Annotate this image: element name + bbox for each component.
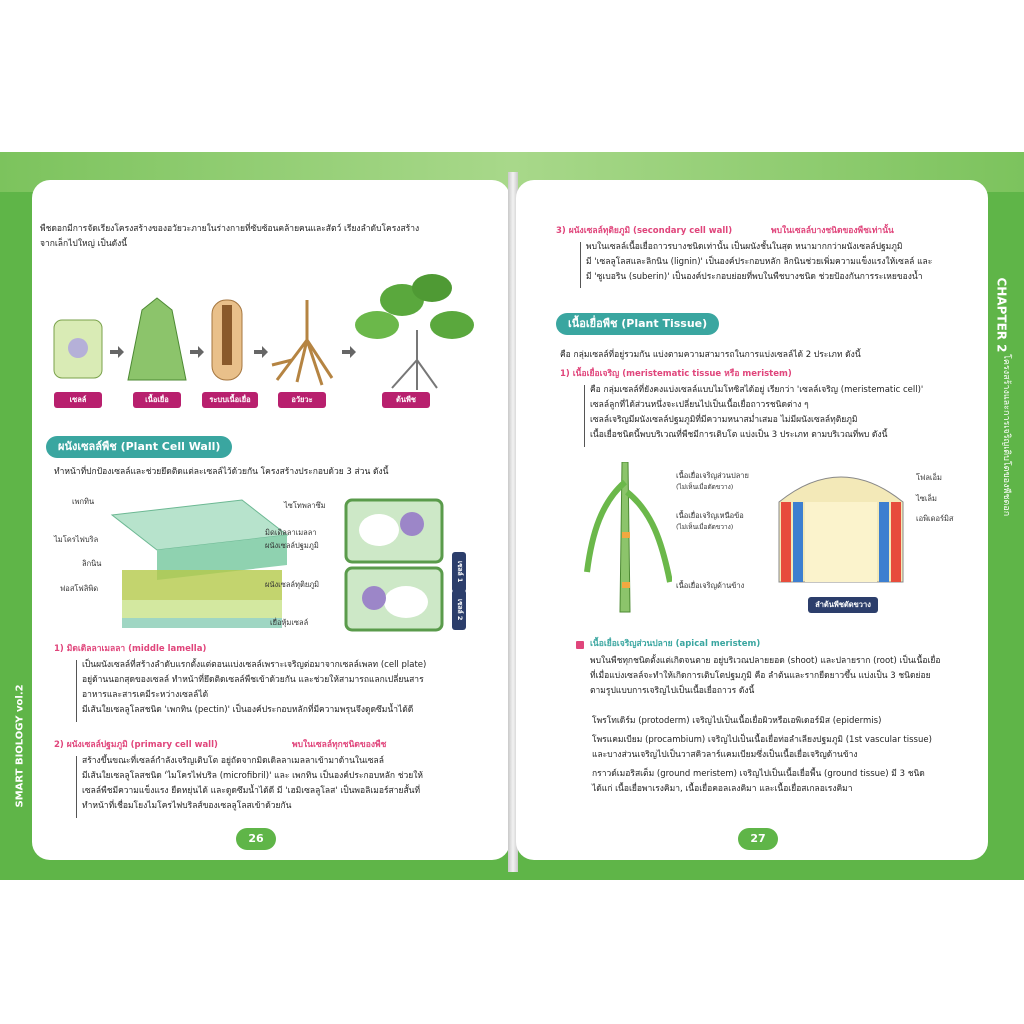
meristem-body: คือ กลุ่มเซลล์ที่ยังคงแบ่งเซลล์แบบไมโทซิสได้อยู่ เรียกว่า 'เซลล์เจริญ (meristematic cell)' เซลล์ลูกที่ได้ส่วนหนึ่งจะเปลี่ยนไปเป็นเนื้อเยื่อถาวรชนิดต่าง ๆ เซลล์เจริญมีผนังเซลล์ปฐมภูมิที่มีความหนาสม่ำเสมอ ไม่มีผนังเซลล์ทุติยภูมิ เนื้อเยื่อชนิดนี้พบบริเวณที่พืชมีการเติบโต แบ่งเป็น 3 ประเภท ตามบริเวณที่พบ ดังนี้ <box>590 385 924 440</box>
section-title-cell-wall: ผนังเซลล์พืช (Plant Cell Wall) <box>46 436 232 458</box>
tag-cell: เซลล์ <box>54 392 102 408</box>
left-intro: พืชดอกมีการจัดเรียงโครงสร้างของอวัยวะภายในร่างกายที่ซับซ้อนคล้ายคนและสัตว์ เรียงลำดับโครงสร้าง จากเล็กไปใหญ่ เป็นดังนี้ <box>40 224 420 249</box>
stem-caption: ลำต้นพืชตัดขวาง <box>808 597 878 613</box>
label-secondary-wall: ผนังเซลล์ทุติยภูมิ <box>265 580 320 589</box>
apical-meristem-body: พบในพืชทุกชนิดตั้งแต่เกิดจนตาย อยู่บริเวณปลายยอด (shoot) และปลายราก (root) เป็นเนื้อเยื่อ ที่เมื่อแบ่งเซลล์จะทำให้เกิดการเติบโตปฐมภูมิ คือ ลำต้นและรากยืดยาวขึ้น แบ่งเป็น 3 ชนิดย่อย ตามรูปแบบการเจริญไปเป็นเนื้อเยื่อถาวร ดังนี้ <box>590 656 941 696</box>
tag-cell-1: เซลล์ 1 <box>452 552 466 592</box>
label-phospholipid: ฟอสโฟลิพิด <box>60 584 99 593</box>
item3-title: 3) ผนังเซลล์ทุติยภูมิ (secondary cell wall) <box>556 226 733 236</box>
page-number-right: 27 <box>738 828 778 850</box>
label-apical-note: (ไม่เห็นเมื่อตัดขวาง) <box>676 483 734 491</box>
cell-wall-intro: ทำหน้าที่ปกป้องเซลล์และช่วยยึดติดแต่ละเซลล์ไว้ด้วยกัน โครงสร้างประกอบด้วย 3 ส่วน ดังนี้ <box>54 467 389 477</box>
chapter-title: โครงสร้างและการเจริญเติบโตของพืชดอก <box>1001 354 1011 517</box>
tag-cell-2: เซลล์ 2 <box>452 590 466 630</box>
arrow-icon <box>342 346 356 358</box>
arrow-icon <box>190 346 204 358</box>
page-number-left: 26 <box>236 828 276 850</box>
stem-cross-section <box>771 462 911 592</box>
hierarchy-figure <box>32 270 510 410</box>
item3-body: พบในเซลล์เนื้อเยื่อถาวรบางชนิดเท่านั้น เป็นผนังชั้นในสุด หนามากกว่าผนังเซลล์ปฐมภูมิ มี 'เซลลูโลสและลิกนิน (lignin)' เป็นองค์ประกอบหลัก ลิกนินช่วยเพิ่มความแข็งแรงให้เซลล์ และ มี 'ซูเบอริน (suberin)' เป็นองค์ประกอบย่อยที่พบในพืชบางชนิด ช่วยป้องกันการระเหยของน้ำ <box>586 242 933 282</box>
label-phloem: โฟลเอ็ม <box>916 473 942 482</box>
right-page <box>516 180 988 860</box>
item2-title: 2) ผนังเซลล์ปฐมภูมิ (primary cell wall) <box>54 740 218 750</box>
left-page <box>32 180 510 860</box>
label-primary-wall: ผนังเซลล์ปฐมภูมิ <box>265 541 319 550</box>
tag-tissue: เนื้อเยื่อ <box>133 392 181 408</box>
spine-label-left: SMART BIOLOGY vol.2 <box>14 684 26 808</box>
item2-body: สร้างขึ้นขณะที่เซลล์กำลังเจริญเติบโต อยู่ถัดจากมิดเดิลลาเมลลาเข้ามาด้านในเซลล์ มีเส้นใยเซลลูโลสชนิด 'ไมโครไฟบริล (microfibril)' และ เพกทิน เป็นองค์ประกอบหลัก ช่วยให้ เซลล์พืชมีความแข็งแรง ยืดหยุ่นได้ และดูดซึมน้ำได้ดี มี 'เฮมิเซลลูโลส' เป็นพอลิเมอร์สายสั้นที่ ทำหน้าที่เชื่อมโยงไมโครไฟบริลส์ของเซลลูโลสเข้าด้วยกัน <box>82 756 424 811</box>
item1-title: 1) มิดเดิลลาเมลลา (middle lamella) <box>54 644 207 654</box>
label-cytoplasm: ไซโทพลาซึม <box>284 501 326 510</box>
root-image <box>272 300 332 385</box>
tag-tissue-system: ระบบเนื้อเยื่อ <box>202 392 258 408</box>
plant-image <box>392 330 437 390</box>
cell-wall-diagram <box>102 495 292 635</box>
item3-note: พบในเซลล์บางชนิดของพืชเท่านั้น <box>771 226 894 236</box>
nucleus-image <box>68 338 88 358</box>
label-lateral-meristem: เนื้อเยื่อเจริญด้านข้าง <box>676 581 745 590</box>
section-title-plant-tissue: เนื้อเยื่อพืช (Plant Tissue) <box>556 313 719 335</box>
chapter-label: CHAPTER 2 <box>994 277 1009 353</box>
chapter-tab <box>992 272 1020 592</box>
item1-body: เป็นผนังเซลล์ที่สร้างลำดับแรกตั้งแต่ตอนแบ่งเซลล์เพราะเจริญต่อมาจากเซลล์เพลท (cell plate) อยู่ด้านนอกสุดของเซลล์ ทำหน้าที่ยึดติดเซลล์พืชเข้าด้วยกัน และช่วยให้สามารถแลกเปลี่ยนสาร อาหารและสารเคมีระหว่างเซลล์ได้ มีเส้นใยเซลลูโลสชนิด 'เพกทิน (pectin)' เป็นองค์ประกอบหลักที่มีความพรุนจึงดูดซึมน้ำได้ดี <box>82 660 427 715</box>
tag-organ: อวัยวะ <box>278 392 326 408</box>
label-apical-meristem: เนื้อเยื่อเจริญส่วนปลาย <box>676 471 749 480</box>
book-spread <box>0 152 1024 880</box>
apical-meristem-bullets: โพรโทเดิร์ม (protoderm) เจริญไปเป็นเนื้อเยื่อผิวหรือเอพิเดอร์มิส (epidermis) โพรแคมเบียม (procambium) เจริญไปเป็นเนื้อเยื่อท่อลำเลียงปฐมภูมิ (1st vascular tissue) และบางส่วนเจริญไปเป็นวาสคิวลาร์แคมเบียมซึ่งเป็นเนื้อเยื่อเจริญด้านข้าง กราวด์เมอริสเต็ม (ground meristem) เจริญไปเป็นเนื้อเยื่อพื้น (ground tissue) มี 3 ชนิด ได้แก่ เนื้อเยื่อพาเรงคิมา, เนื้อเยื่อคอลเลงคิมา และเนื้อเยื่อสเกลอเรงคิมา <box>592 716 932 794</box>
label-epidermis: เอพิเดอร์มิส <box>916 514 954 523</box>
shoot-diagram <box>582 462 672 618</box>
tissue-image <box>128 298 186 380</box>
label-middle-lamella: มิดเดิลลาเมลลา <box>265 528 317 537</box>
section-marker-icon <box>576 641 584 649</box>
tag-plant: ต้นพืช <box>382 392 430 408</box>
label-cell-membrane: เยื่อหุ้มเซลล์ <box>270 618 309 627</box>
two-cells-diagram <box>344 498 454 634</box>
label-pectin: เพกทิน <box>72 497 95 506</box>
plant-tissue-intro: คือ กลุ่มเซลล์ที่อยู่รวมกัน แบ่งตามความสามารถในการแบ่งเซลล์ได้ 2 ประเภท ดังนี้ <box>560 350 861 360</box>
label-microfibril: ไมโครไฟบริล <box>54 535 99 544</box>
label-xylem: ไซเล็ม <box>916 494 937 503</box>
arrow-icon <box>254 346 268 358</box>
apical-meristem-title: เนื้อเยื่อเจริญส่วนปลาย (apical meristem) <box>590 639 761 649</box>
item2-note: พบในเซลล์ทุกชนิดของพืช <box>292 740 387 750</box>
arrow-icon <box>110 346 124 358</box>
label-intercalary-meristem: เนื้อเยื่อเจริญเหนือข้อ <box>676 511 744 520</box>
meristem-title: 1) เนื้อเยื่อเจริญ (meristematic tissue หรือ meristem) <box>560 369 792 379</box>
label-lignin: ลิกนิน <box>82 559 102 568</box>
label-intercalary-note: (ไม่เห็นเมื่อตัดขวาง) <box>676 523 734 531</box>
